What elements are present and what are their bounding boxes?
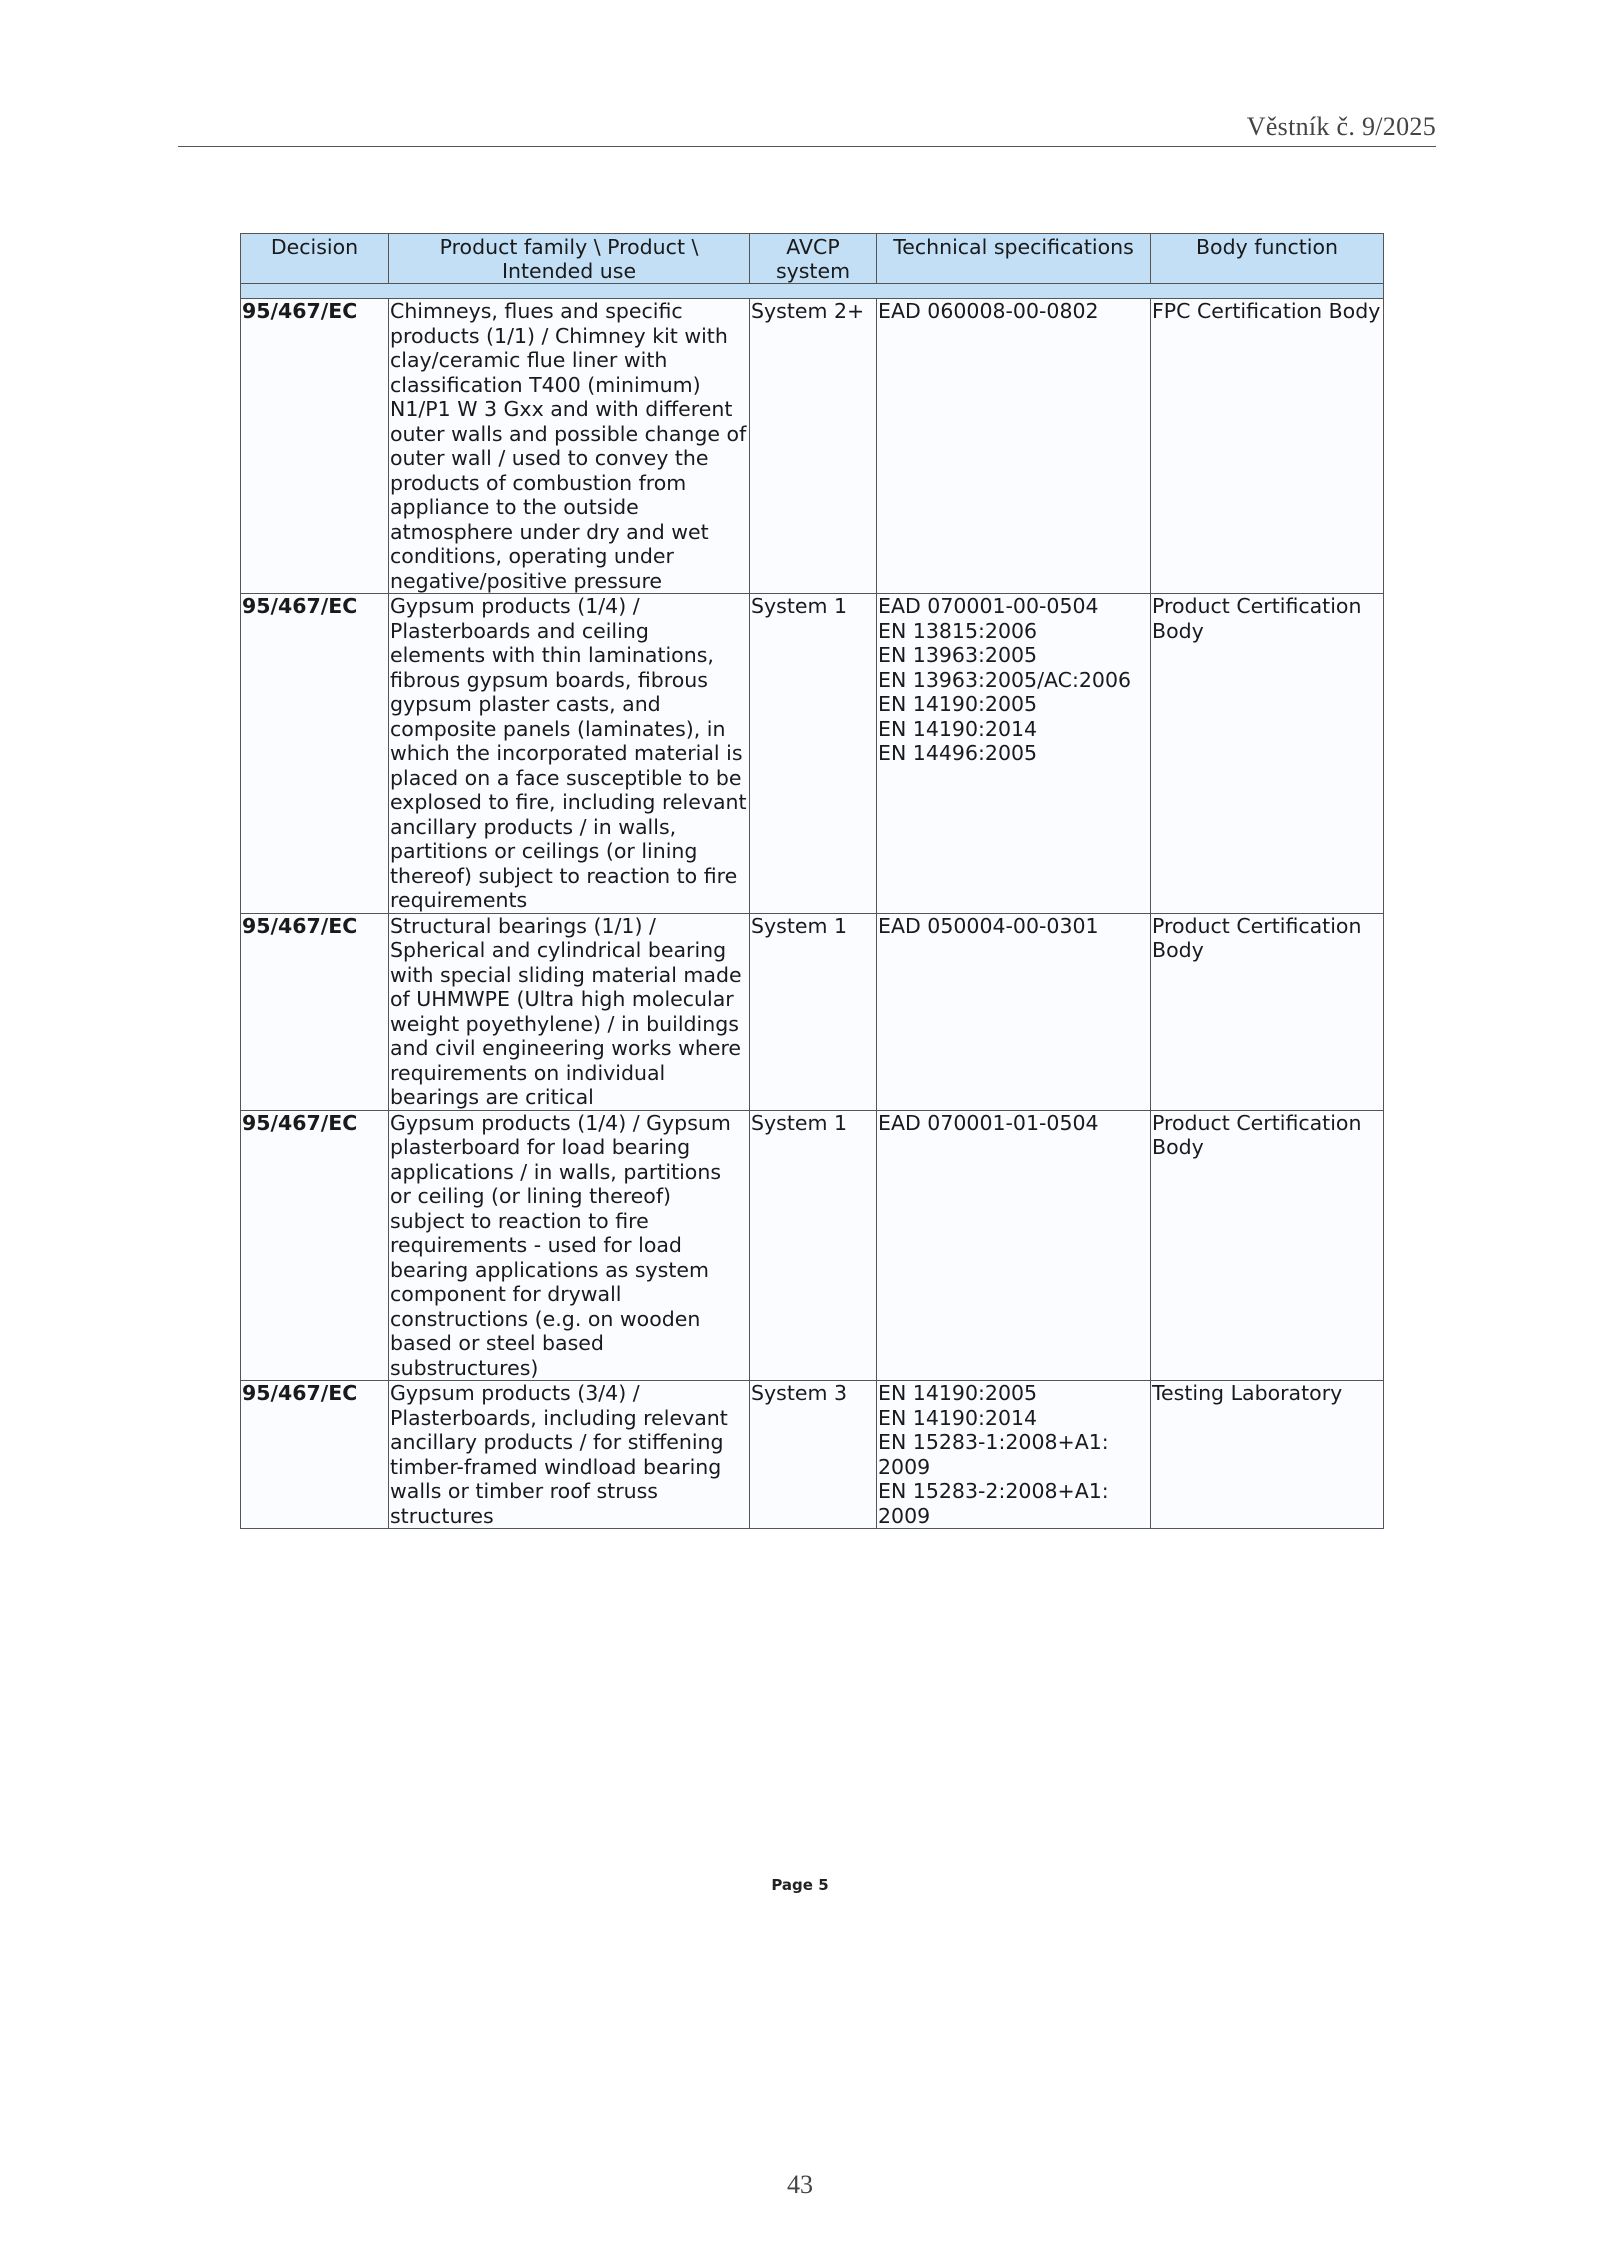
avcp-cell: System 3 bbox=[750, 1381, 877, 1529]
specs-cell bbox=[877, 299, 1151, 594]
spec-line: EN 14190:2005 bbox=[878, 1381, 1038, 1405]
decision-cell: 95/467/EC bbox=[241, 1381, 389, 1529]
table-row bbox=[241, 913, 1384, 1110]
page-number: 43 bbox=[787, 2170, 813, 2199]
table-row bbox=[241, 1110, 1384, 1381]
inner-page-label: Page 5 bbox=[771, 1876, 829, 1894]
product-cell: Gypsum products (1/4) / Gypsum plasterboard for load bearing applications / in walls, partitions or ceiling (or lining thereof) subject to reaction to fire requirements - used for load bearing applications as system component for drywall constructions (e.g. on wooden based or steel based substructures) bbox=[389, 1110, 750, 1381]
avcp-cell: System 1 bbox=[750, 913, 877, 1110]
certification-table bbox=[240, 233, 1384, 1529]
journal-title: Věstník č. 9/2025 bbox=[1246, 112, 1436, 141]
page-header bbox=[178, 112, 1436, 147]
spec-line: EN 14496:2005 bbox=[878, 741, 1038, 765]
body-cell: Testing Laboratory bbox=[1151, 1381, 1384, 1529]
header-spacer bbox=[241, 284, 1384, 299]
body-cell: Product Certification Body bbox=[1151, 594, 1384, 914]
product-cell: Chimneys, flues and specific products (1/1) / Chimney kit with clay/ceramic flue liner with classification T400 (minimum) N1/P1 W 3 Gxx and with different outer walls and possible change of outer wall / used to convey the products of combustion from appliance to the outside atmosphere under dry and wet conditions, operating under negative/positive pressure bbox=[389, 299, 750, 594]
column-header-decision: Decision bbox=[241, 234, 389, 284]
body-cell: Product Certification Body bbox=[1151, 1110, 1384, 1381]
spec-line: EN 13963:2005 bbox=[878, 643, 1038, 667]
spec-line: EAD 050004-00-0301 bbox=[878, 913, 1099, 938]
specs-cell bbox=[877, 1110, 1151, 1381]
product-cell: Gypsum products (1/4) / Plasterboards and ceiling elements with thin laminations, fibrous gypsum boards, fibrous gypsum plaster casts, and composite panels (laminates), in which the incorporated material is placed on a face susceptible to be explosed to fire, including relevant ancillary products / in walls, partitions or ceilings (or lining thereof) subject to reaction to fire requirements bbox=[389, 594, 750, 914]
spec-line: EAD 070001-00-0504 bbox=[878, 594, 1099, 618]
avcp-cell: System 1 bbox=[750, 1110, 877, 1381]
spec-line: EN 13963:2005/AC:2006 bbox=[878, 667, 1132, 692]
specs-cell bbox=[877, 1381, 1151, 1529]
column-header-avcp: AVCP system bbox=[750, 234, 877, 284]
table-row bbox=[241, 299, 1384, 594]
product-cell: Structural bearings (1/1) / Spherical and cylindrical bearing with special sliding material made of UHMWPE (Ultra high molecular weight poyethylene) / in buildings and civil engineering works where requirements on individual bearings are critical bbox=[389, 913, 750, 1110]
spec-line: EN 13815:2006 bbox=[878, 618, 1038, 643]
spec-line: EN 14190:2014 bbox=[878, 1405, 1038, 1430]
column-header-body: Body function bbox=[1151, 234, 1384, 284]
column-header-specs: Technical specifications bbox=[877, 234, 1151, 284]
specs-cell bbox=[877, 913, 1151, 1110]
spec-line: EAD 060008-00-0802 bbox=[878, 299, 1099, 323]
decision-cell: 95/467/EC bbox=[241, 299, 389, 594]
spec-line: EN 14190:2005 bbox=[878, 692, 1038, 716]
avcp-cell: System 2+ bbox=[750, 299, 877, 594]
table-row bbox=[241, 594, 1384, 914]
column-header-product: Product family \ Product \ Intended use bbox=[389, 234, 750, 284]
spec-line: EN 15283-2:2008+A1: 2009 bbox=[878, 1479, 1109, 1528]
specs-cell bbox=[877, 594, 1151, 914]
avcp-cell: System 1 bbox=[750, 594, 877, 914]
body-cell: FPC Certification Body bbox=[1151, 299, 1384, 594]
body-cell: Product Certification Body bbox=[1151, 913, 1384, 1110]
spec-line: EN 15283-1:2008+A1: 2009 bbox=[878, 1430, 1109, 1479]
decision-cell: 95/467/EC bbox=[241, 1110, 389, 1381]
decision-cell: 95/467/EC bbox=[241, 594, 389, 914]
table-header-row bbox=[241, 234, 1384, 284]
product-cell: Gypsum products (3/4) / Plasterboards, including relevant ancillary products / for stiffening timber-framed windload bearing walls or timber roof struss structures bbox=[389, 1381, 750, 1529]
decision-cell: 95/467/EC bbox=[241, 913, 389, 1110]
spec-line: EN 14190:2014 bbox=[878, 716, 1038, 741]
spec-line: EAD 070001-01-0504 bbox=[878, 1110, 1099, 1135]
table-row bbox=[241, 1381, 1384, 1529]
